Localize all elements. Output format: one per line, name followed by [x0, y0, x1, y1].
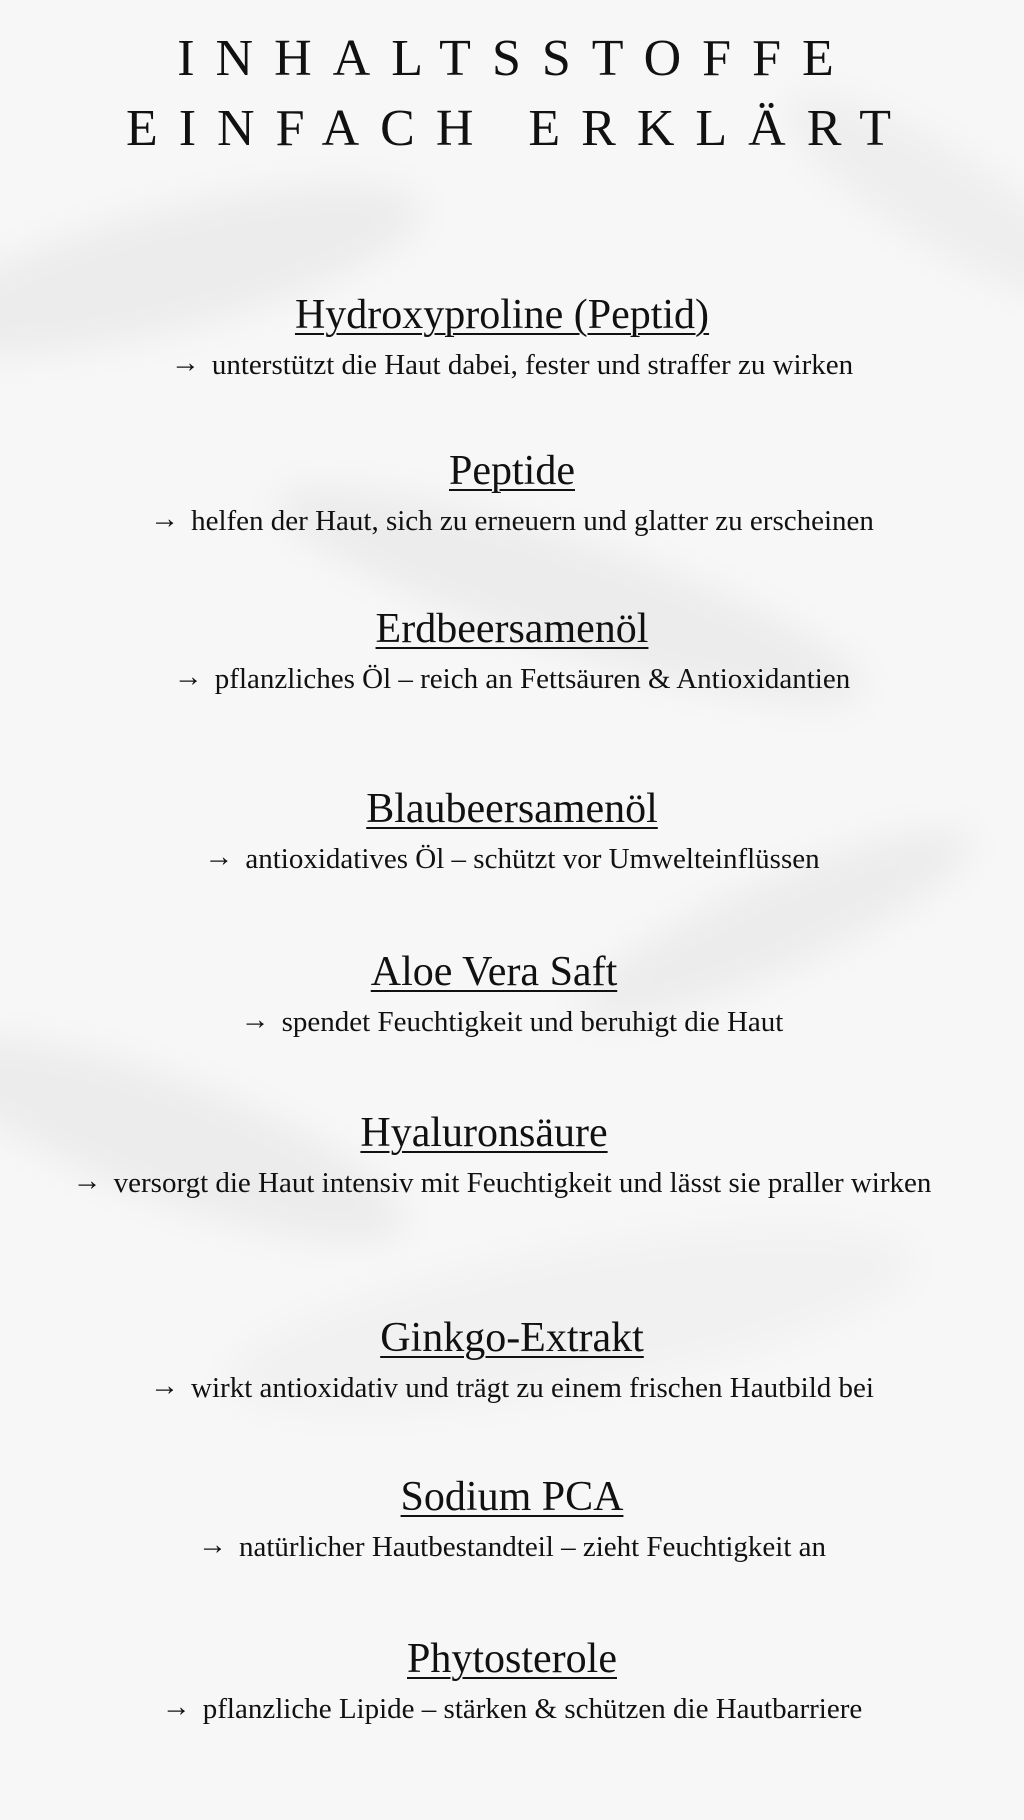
ingredient-description-text: unterstützt die Haut dabei, fester und straffer zu wirken [211, 349, 854, 381]
ingredient-description [0, 1369, 1024, 1408]
arrow-right-icon: → [150, 1370, 180, 1402]
ingredient-description [0, 1528, 1024, 1567]
ingredient-description-text: spendet Feuchtigkeit und beruhigt die Haut [281, 1006, 784, 1038]
ingredient-description [0, 1690, 1024, 1729]
ingredient-name: Ginkgo-Extrakt [380, 1315, 644, 1361]
page-title-line-2: EINFACH ERKLÄRT [125, 100, 913, 157]
ingredient-name: Aloe Vera Saft [370, 949, 618, 995]
ingredient-name: Erdbeersamenöl [375, 606, 649, 652]
ingredient-erdbeersamenoel [0, 608, 1024, 699]
ingredient-description-text: versorgt die Haut intensiv mit Feuchtigkeit und lässt sie praller wirken [113, 1167, 932, 1199]
ingredient-name: Blaubeersamenöl [366, 786, 658, 832]
ingredient-description [0, 346, 1024, 385]
ingredient-description-text: pflanzliche Lipide – stärken & schützen die Hautbarriere [202, 1693, 863, 1725]
ingredient-aloe-vera-saft [0, 951, 1024, 1042]
ingredient-hydroxyproline [0, 294, 1024, 385]
page-title-line-1: INHALTSSTOFFE [177, 30, 855, 87]
arrow-right-icon: → [161, 1691, 191, 1723]
ingredient-name: Phytosterole [407, 1636, 617, 1682]
ingredient-name: Hydroxyproline (Peptid) [294, 292, 710, 338]
page-title [0, 24, 1024, 164]
arrow-right-icon: → [204, 841, 234, 873]
ingredient-peptide [0, 450, 1024, 541]
arrow-right-icon: → [240, 1004, 270, 1036]
ingredient-sodium-pca [0, 1476, 1024, 1567]
ingredient-name: Sodium PCA [400, 1474, 624, 1520]
ingredient-hyaluronsaeure [0, 1112, 1024, 1203]
arrow-right-icon: → [173, 661, 203, 693]
ingredient-name: Peptide [449, 448, 575, 494]
ingredient-name: Hyaluronsäure [360, 1110, 608, 1156]
ingredient-blaubeersamenoel [0, 788, 1024, 879]
ingredient-description [12, 1164, 992, 1203]
ingredient-ginkgo-extrakt [0, 1317, 1024, 1408]
ingredient-description-text: natürlicher Hautbestandteil – zieht Feuchtigkeit an [238, 1531, 827, 1563]
ingredient-description-text: pflanzliches Öl – reich an Fettsäuren & Antioxidantien [214, 663, 851, 695]
arrow-right-icon: → [170, 347, 200, 379]
ingredient-phytosterole [0, 1638, 1024, 1729]
ingredient-description [0, 660, 1024, 699]
ingredient-description-text: wirkt antioxidativ und trägt zu einem frischen Hautbild bei [191, 1372, 874, 1404]
ingredient-description-text: helfen der Haut, sich zu erneuern und glatter zu erscheinen [191, 505, 874, 537]
ingredient-description [0, 840, 1024, 879]
arrow-right-icon: → [150, 503, 180, 535]
ingredient-description-text: antioxidatives Öl – schützt vor Umwelteinflüssen [245, 843, 820, 875]
ingredient-description [0, 502, 1024, 541]
arrow-right-icon: → [72, 1165, 102, 1197]
arrow-right-icon: → [197, 1529, 227, 1561]
ingredient-description [0, 1003, 1024, 1042]
